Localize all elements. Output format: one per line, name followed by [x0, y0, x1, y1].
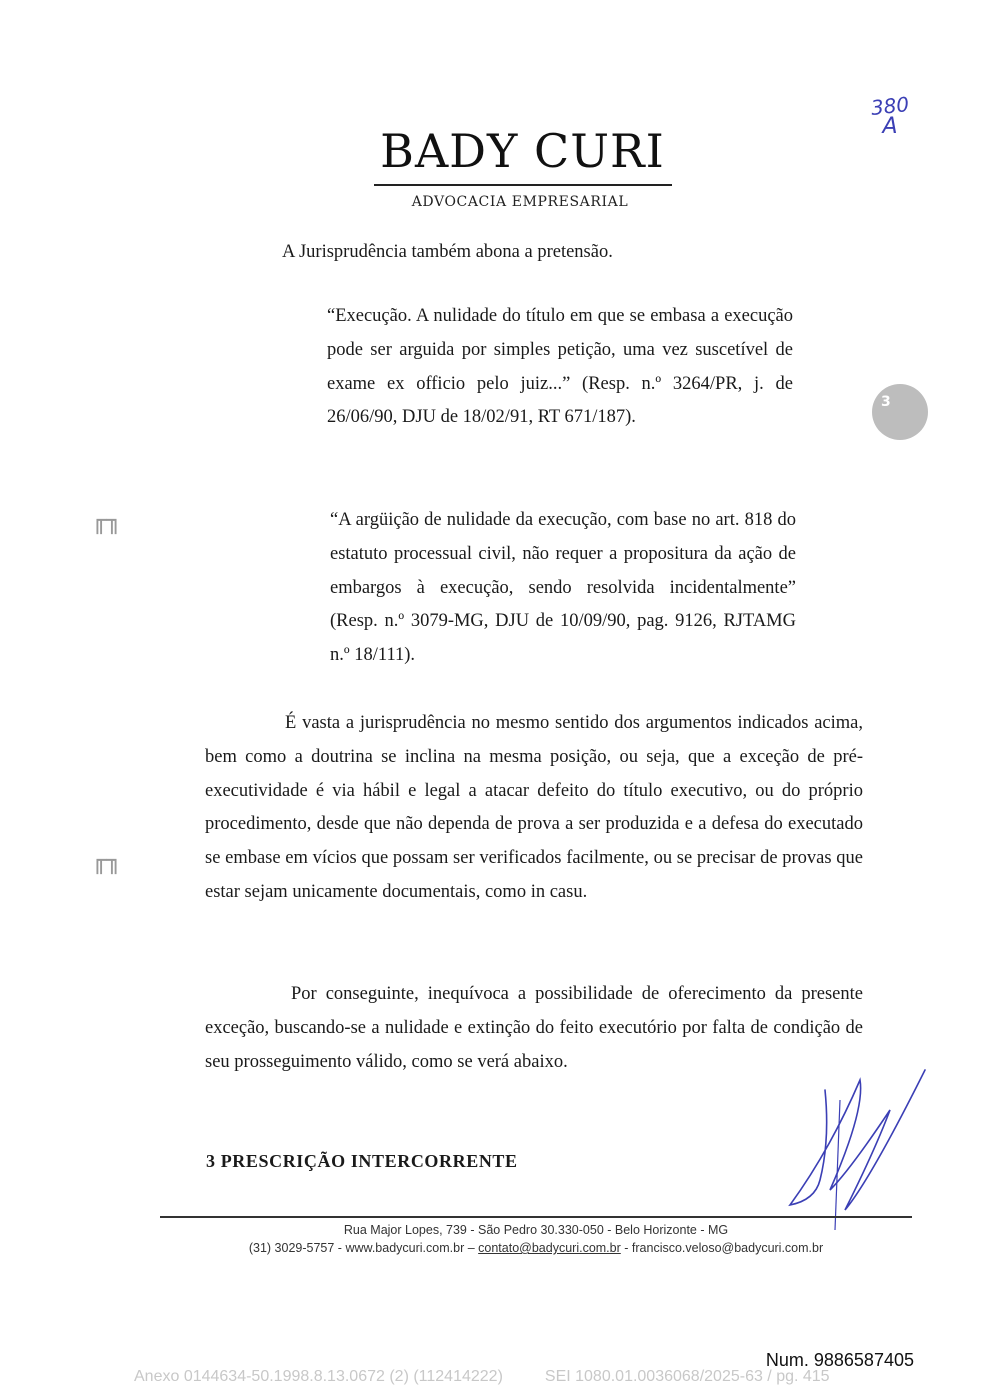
annex-stamp [134, 1368, 864, 1386]
stamp-number: 380 [869, 92, 911, 120]
punch-hole-mark: ╓╖ [92, 846, 121, 874]
footer-address: Rua Major Lopes, 739 - São Pedro 30.330-050 - Belo Horizonte - MG [343, 1223, 729, 1237]
footer-phone-web: (31) 3029-5757 - www.badycuri.com.br – [248, 1241, 475, 1255]
jurisprudence-quote-1: “Execução. A nulidade do título em que se embasa a execução pode ser arguida por simples petição, uma vez suscetível de exame ex officio pelo juiz...” (Resp. n.º 3264/PR, j. de 26/06/90, DJU de 18/02/91, RT 671/187). [327, 306, 793, 428]
section-heading: 3 PRESCRIÇÃO INTERCORRENTE [206, 1151, 518, 1171]
footer-email-link[interactable]: contato@badycuri.com.br [478, 1241, 621, 1255]
page-badge-label: 3 [881, 394, 891, 410]
annex-reference: Anexo 0144634-50.1998.8.13.0672 (2) (112414222) [134, 1368, 503, 1385]
handwritten-signature [770, 1060, 940, 1240]
footer-contact [160, 1241, 912, 1255]
document-number: Num. 9886587405 [765, 1350, 914, 1370]
body-paragraph-1: É vasta a jurisprudência no mesmo sentido dos argumentos indicados acima, bem como a doutrina se inclina na mesma posição, ou seja, que a exceção de pré-executividade é via hábil e legal a atacar defeito do título executivo, ou do próprio procedimento, desde que não dependa de prova a ser produzida e a defesa do executado se embase em vícios que possam ser verificados facilmente, ou se precisar de provas que estar sejam unicamente documentais, como in casu. [205, 713, 863, 902]
intro-sentence: A Jurisprudência também abona a pretensão. [282, 242, 613, 262]
punch-hole-mark: ╓╖ [92, 506, 121, 534]
handwritten-page-stamp [860, 94, 920, 139]
firm-logo-subtitle: ADVOCACIA EMPRESARIAL [411, 194, 629, 210]
page-number-badge [872, 384, 928, 440]
firm-logo-title: BADY CURI [380, 124, 665, 178]
body-paragraph-2: Por conseguinte, inequívoca a possibilidade de oferecimento da presente exceção, buscando-se a nulidade e extinção do feito executório por falta de condição de seu prosseguimento válido, como se verá abaixo. [205, 984, 863, 1072]
jurisprudence-quote-2: “A argüição de nulidade da execução, com base no art. 818 do estatuto processual civil, não requer a propositura da ação de embargos à execução, sendo resolvida incidentalmente” (Resp. n.º 3079-MG, DJU de 10/09/90, pag. 9126, RJTAMG n.º 18/111). [330, 510, 796, 666]
footer-email-secondary: - francisco.veloso@badycuri.com.br [624, 1241, 824, 1255]
stamp-initial: A [882, 114, 898, 139]
logo-divider [374, 184, 672, 186]
sei-reference: SEI 1080.01.0036068/2025-63 / pg. 415 [544, 1368, 830, 1385]
footer-divider [160, 1216, 912, 1218]
